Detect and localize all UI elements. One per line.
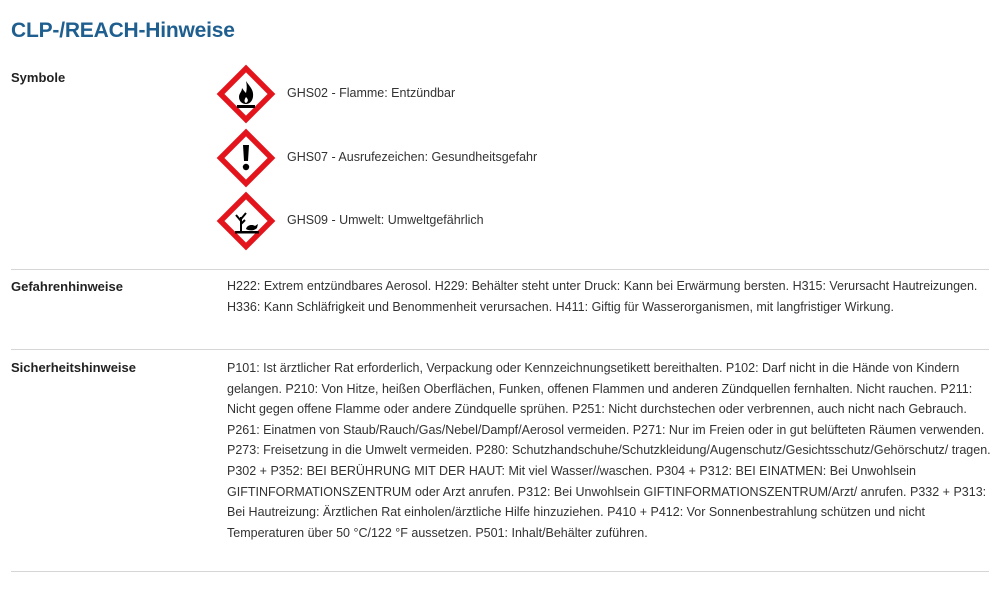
symbol-ghs02-label: GHS02 - Flamme: Entzündbar (287, 86, 456, 100)
symbol-ghs02 (216, 64, 816, 124)
exclamation-icon (216, 128, 276, 188)
symbol-ghs09 (216, 191, 816, 251)
gefahrenhinweise-text: H222: Extrem entzündbares Aerosol. H229: Behälter steht unter Druck: Kann bei Erwärmung bersten. H315: Verursacht Hautreizungen. H336: Kann Schläfrigkeit und Benommenheit verursachen. H411: Giftig für Wasserorganismen, mit langfristiger Wirkung. (227, 279, 978, 314)
flame-icon (216, 64, 276, 124)
symbol-ghs07 (216, 128, 816, 188)
sicherheitshinweise-text: P101: Ist ärztlicher Rat erforderlich, Verpackung oder Kennzeichnungsetikett bereithalten. P102: Darf nicht in die Hände von Kindern gelangen. P210: Von Hitze, heißen Oberflächen, Funken, offenen Flammen und anderen Zündquellen fernhalten. Nicht rauchen. P211: Nicht gegen offene Flamme oder andere Zündquelle sprühen. P251: Nicht durchstechen oder verbrennen, auch nicht nach Gebrauch. P261: Einatmen von Staub/Rauch/Gas/Nebel/Dampf/Aerosol vermeiden. P271: Nur im Freien oder in gut belüfteten Räumen verwenden. P273: Freisetzung in die Umwelt vermeiden. P280: Schutzhandschuhe/Schutzkleidung/Augenschutz/Gesichtsschutz/Gehörschutz/ tragen. P302 + P352: BEI BERÜHRUNG MIT DER HAUT: Mit viel Wasser//waschen. P304 + P312: BEI EINATMEN: Bei Unwohlsein GIFTINFORMATIONSZENTRUM oder Arzt anrufen. P312: Bei Unwohlsein GIFTINFORMATIONSZENTRUM/Arzt/ anrufen. P332 + P313: Bei Hautreizung: Ärztlichen Rat einholen/ärztliche Hilfe hinzuziehen. P410 + P412: Vor Sonnenbestrahlung schützen und nicht Temperaturen über 50 °C/122 °F aussetzen. P501: Inhalt/Behälter zuführen. (227, 361, 991, 540)
gefahrenhinweise-label: Gefahrenhinweise (11, 279, 123, 294)
gefahrenhinweise-row (11, 270, 989, 350)
environment-icon (216, 191, 276, 251)
symbole-label: Symbole (11, 70, 66, 85)
page-title: CLP-/REACH-Hinweise (11, 19, 235, 42)
symbol-ghs07-label: GHS07 - Ausrufezeichen: Gesundheitsgefahr (287, 150, 538, 164)
symbole-row (11, 62, 989, 270)
sicherheitshinweise-label: Sicherheitshinweise (11, 360, 136, 375)
symbol-ghs09-label: GHS09 - Umwelt: Umweltgefährlich (287, 213, 484, 227)
sicherheitshinweise-row (11, 350, 989, 572)
